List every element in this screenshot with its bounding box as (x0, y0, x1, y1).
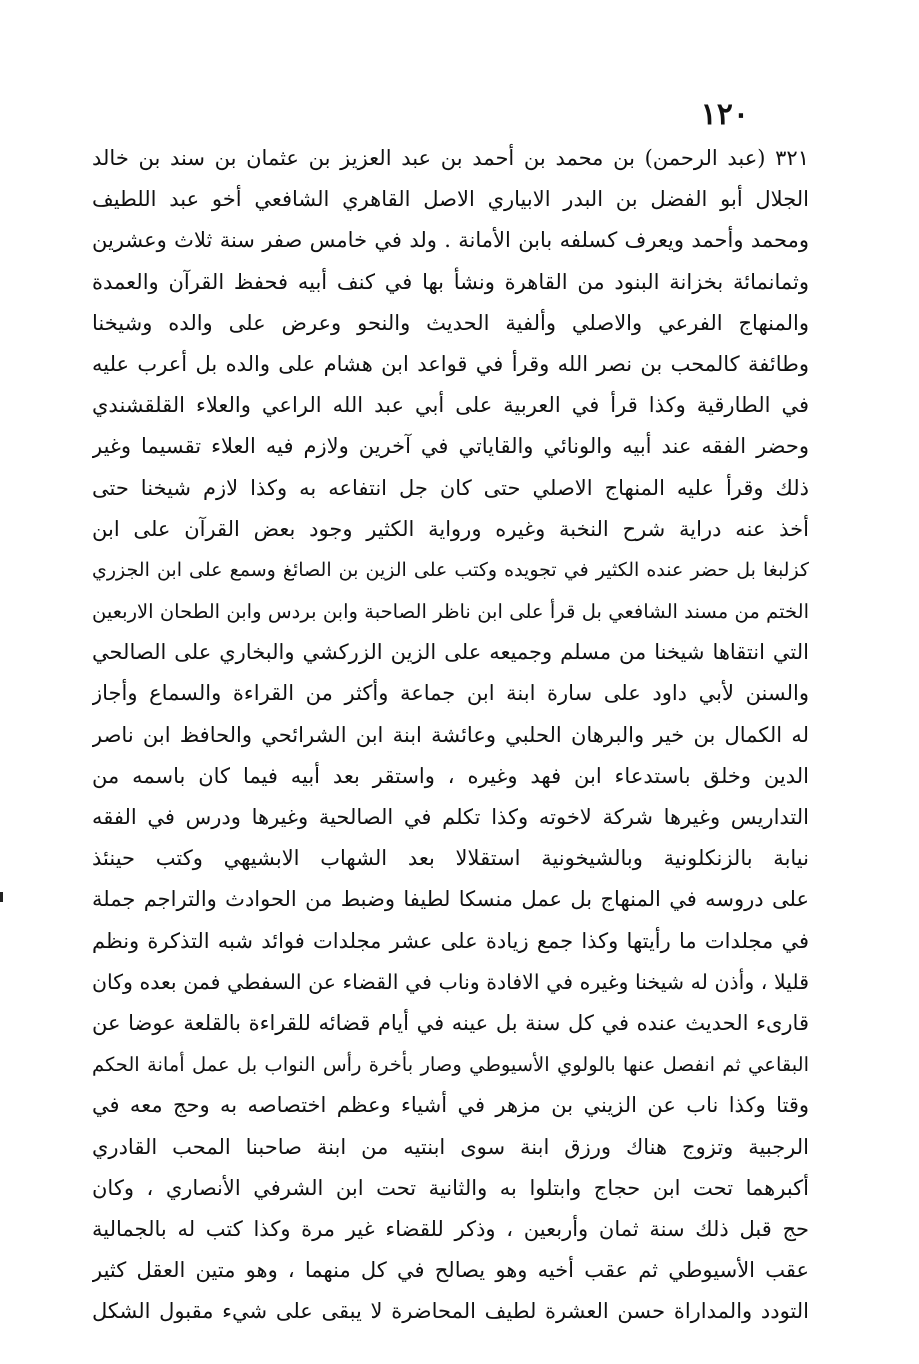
text-line: البقاعي ثم انفصل عنها بالولوي الأسيوطي وصار بأخرة رأس النواب بل عمل أمانة الحكم (92, 1053, 809, 1077)
text-line: قليلا ، وأذن له شيخنا وغيره في الافادة وناب في القضاء عن السفطي فمن بعده وكان (92, 969, 809, 994)
text-line: وثمانمائة بخزانة البنود من القاهرة ونشأ بها في كنف أبيه فحفظ القرآن والعمدة (92, 269, 809, 294)
text-line: ذلك وقرأ عليه المنهاج الاصلي حتى كان جل انتفاعه به وكذا لازم شيخنا حتى (92, 475, 809, 500)
text-line: وحضر الفقه عند أبيه والونائي والقاياتي في آخرين ولازم فيه العلاء تقسيما وغير (92, 434, 809, 459)
text-line: ومحمد وأحمد ويعرف كسلفه بابن الأمانة . ولد في خامس صفر سنة ثلاث وعشرين (92, 228, 809, 253)
text-line: أكبرهما تحت ابن حجاج وابتلوا به والثانية تحت ابن الشرفي الأنصاري ، وكان (92, 1175, 809, 1200)
text-line: كزلبغا بل حضر عنده الكثير في تجويده وكتب على الزين بن الصائغ وسمع على ابن الجزري (92, 558, 809, 581)
text-line: وقتا وكذا ناب عن الزيني بن مزهر في أشياء وعظم اختصاصه به وحج معه في (92, 1093, 809, 1118)
text-line: أخذ عنه دراية شرح النخبة وغيره ورواية الكثير وجود بعض القرآن على ابن (92, 516, 809, 541)
text-line: قارىء الحديث عنده في كل سنة بل عينه في أيام قضائه للقراءة بالقلعة عوضا عن (92, 1010, 809, 1035)
text-line: ٣٢١ (عبد الرحمن) بن محمد بن أحمد بن عبد العزيز بن عثمان بن سند بن خالد (92, 146, 809, 170)
text-line: الدين وخلق باستدعاء ابن فهد وغيره ، واستقر بعد أبيه فيما كان باسمه من (92, 763, 809, 788)
text-line: التداريس وغيرها شركة لاخوته وكذا تكلم في الصالحية وغيرها ودرس في الفقه (92, 805, 809, 829)
text-line: الرجبية وتزوج هناك ورزق ابنة سوى ابنتيه من ابنة صاحبنا المحب القادري (92, 1134, 809, 1159)
scan-edge-mark (0, 892, 3, 902)
text-line: على دروسه في المنهاج بل عمل منسكا لطيفا وضبط من الحوادث والتراجم جملة (92, 887, 809, 912)
text-line: التي انتقاها شيخنا من مسلم وجميعه على الزين الزركشي والبخاري على الصالحي (92, 640, 809, 665)
text-line: والمنهاج الفرعي والاصلي وألفية الحديث والنحو وعرض على والده وشيخنا (92, 310, 809, 335)
page-number: ١٢٠ (700, 97, 749, 132)
text-line: الجلال أبو الفضل بن البدر الابياري الاصل القاهري الشافعي أخو عبد اللطيف (92, 187, 809, 212)
text-line: والسنن لأبي داود على سارة ابنة ابن جماعة وأكثر من القراءة والسماع وأجاز (92, 681, 809, 706)
body-text (92, 138, 809, 1332)
text-line: في مجلدات ما رأيتها وكذا جمع زيادة على عشر مجلدات فوائد شبه التذكرة ونظم (92, 928, 809, 953)
text-line: التودد والمداراة حسن العشرة لطيف المحاضرة لا يبقى على شيء مقبول الشكل (92, 1299, 809, 1324)
text-line: الختم من مسند الشافعي بل قرأ على ابن ناظر الصاحبة وابن بردس وابن الطحان الاربعين (92, 600, 809, 624)
text-line: في الطارقية وكذا قرأ في العربية على أبي عبد الله الراعي والعلاء القلقشندي (92, 393, 809, 418)
text-line: حج قبل ذلك سنة ثمان وأربعين ، وذكر للقضاء غير مرة وكذا كتب له بالجمالية (92, 1216, 809, 1241)
text-line: وطائفة كالمحب بن نصر الله وقرأ في قواعد ابن هشام على والده بل أعرب عليه (92, 351, 809, 376)
text-line: عقب الأسيوطي ثم عقب أخيه وهو يصالح في كل منهما ، وهو متين العقل كثير (92, 1258, 809, 1283)
text-line: نيابة بالزنكلونية وبالشيخونية استقلالا بعد الشهاب الابشيهي وكتب حينئذ (92, 846, 809, 871)
text-line: له الكمال بن خير والبرهان الحلبي وعائشة ابنة ابن الشرائحي والحافظ ابن ناصر (92, 722, 809, 747)
